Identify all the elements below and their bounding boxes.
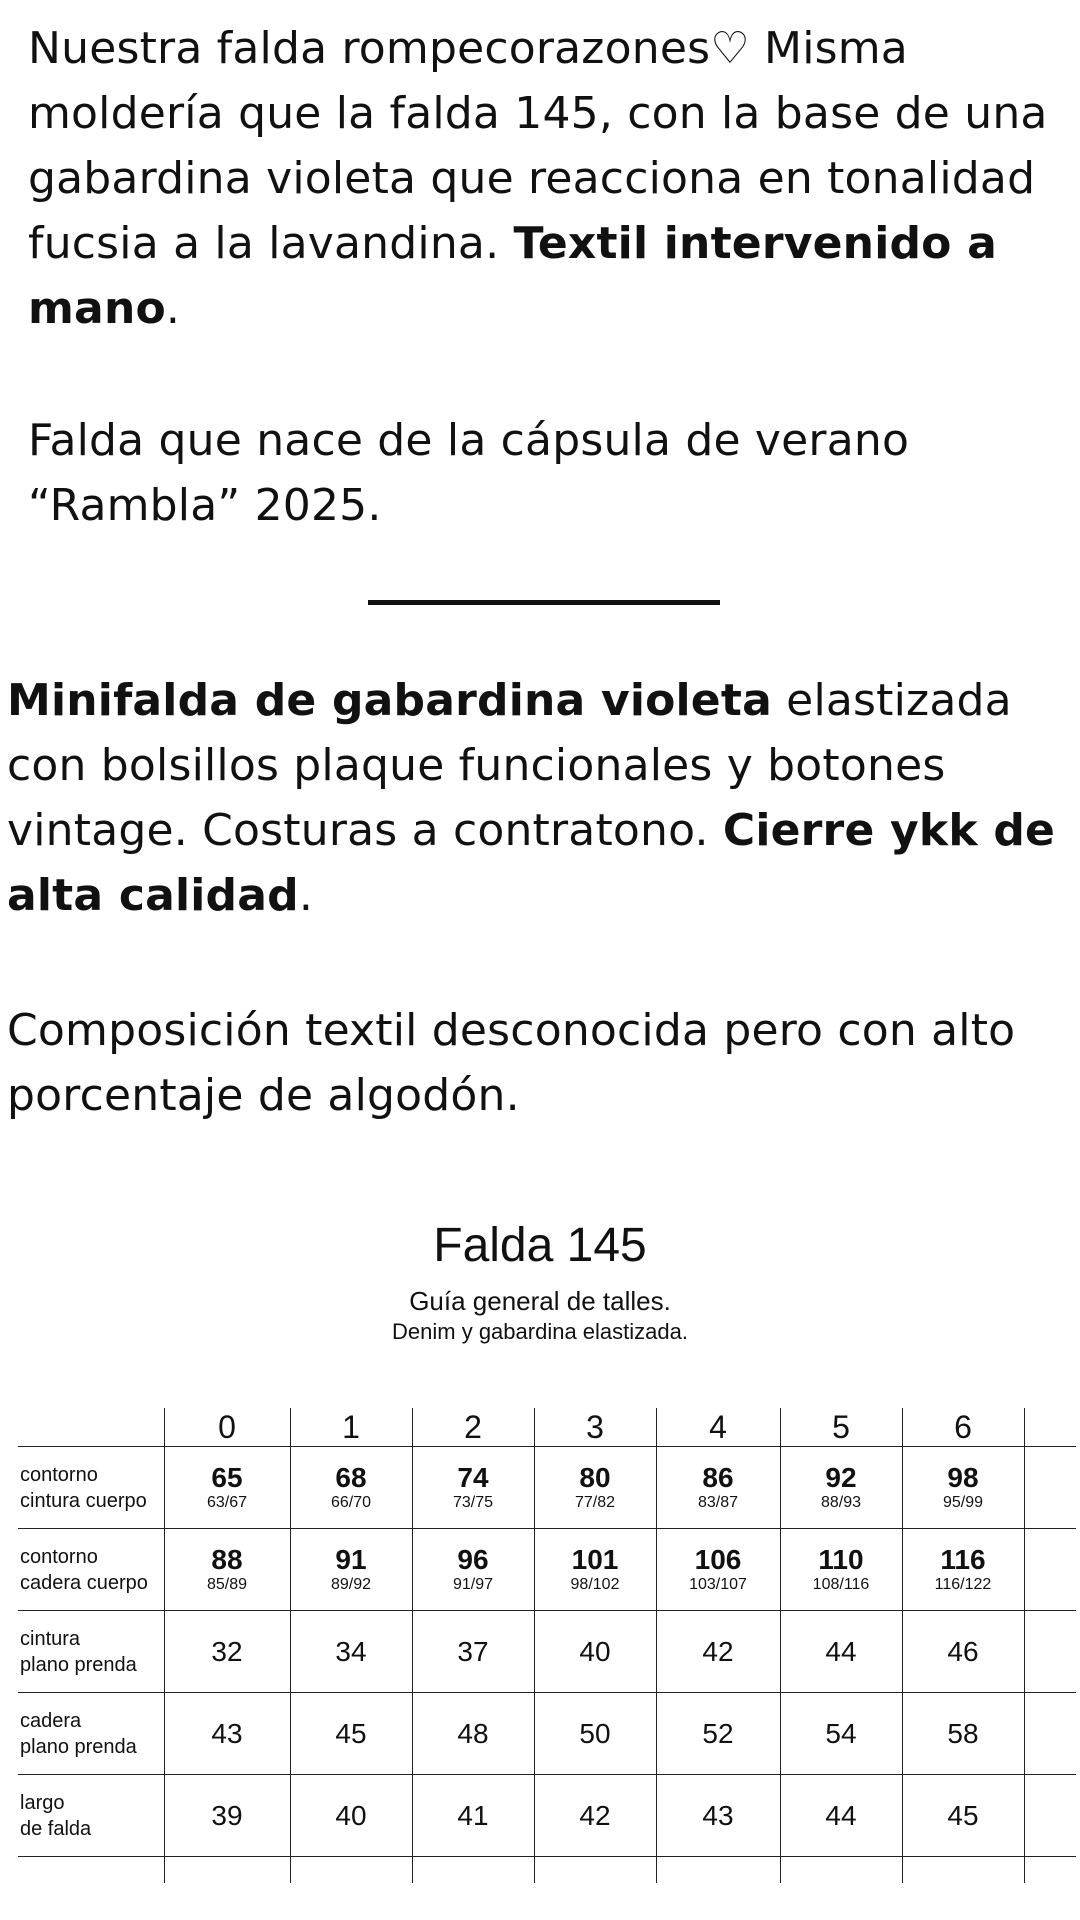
table-cell xyxy=(290,1775,412,1857)
cell-range: 98/102 xyxy=(570,1575,620,1593)
cell-range: 73/75 xyxy=(452,1493,494,1511)
bold-text: Minifalda de gabardina violeta xyxy=(7,675,772,726)
table-cell xyxy=(656,1529,780,1611)
row-label-line: plano prenda xyxy=(20,1735,137,1758)
cell-value: 34 xyxy=(335,1635,367,1667)
table-cell xyxy=(902,1693,1024,1775)
table-cell xyxy=(412,1611,534,1693)
cell-value: 52 xyxy=(702,1717,734,1749)
bold-text: Textil intervenido a mano xyxy=(28,218,998,334)
size-header-row xyxy=(18,1408,1076,1447)
table-cell xyxy=(902,1529,1024,1611)
empty-cell xyxy=(1024,1529,1076,1611)
table-cell xyxy=(412,1529,534,1611)
cell-value: 32 xyxy=(211,1635,243,1667)
cell-range: 103/107 xyxy=(689,1575,747,1593)
table-cell xyxy=(902,1775,1024,1857)
cell-value: 110 xyxy=(818,1543,864,1575)
empty-cell xyxy=(1024,1611,1076,1693)
empty-cell xyxy=(902,1857,1024,1884)
table-cell xyxy=(290,1611,412,1693)
size-guide-fabric-note: Denim y gabardina elastizada. xyxy=(392,1319,688,1344)
cell-value: 92 xyxy=(825,1461,857,1493)
product-details-paragraph xyxy=(7,668,1077,928)
cell-value: 40 xyxy=(579,1635,611,1667)
size-header: 0 xyxy=(164,1408,290,1447)
cell-range: 91/97 xyxy=(452,1575,494,1593)
size-guide-title: Falda 145 xyxy=(433,1219,647,1272)
table-cell xyxy=(656,1775,780,1857)
size-header: 6 xyxy=(902,1408,1024,1447)
empty-cell xyxy=(1024,1447,1076,1529)
table-row xyxy=(18,1693,1076,1775)
cell-value: 68 xyxy=(335,1461,367,1493)
cell-value: 106 xyxy=(694,1543,742,1575)
table-cell xyxy=(780,1447,902,1529)
empty-cell xyxy=(1024,1857,1076,1884)
text-run: . xyxy=(165,283,181,334)
row-label-line: de falda xyxy=(20,1817,92,1840)
table-cell xyxy=(412,1693,534,1775)
row-label-line: cintura cuerpo xyxy=(20,1489,147,1512)
cell-value: 96 xyxy=(457,1543,489,1575)
empty-cell xyxy=(1024,1408,1076,1447)
cell-value: 65 xyxy=(211,1461,243,1493)
table-cell xyxy=(534,1529,656,1611)
cell-value: 43 xyxy=(702,1799,734,1831)
table-row xyxy=(18,1447,1076,1529)
row-label-line: cintura xyxy=(20,1627,81,1650)
cell-range: 89/92 xyxy=(330,1575,372,1593)
cell-value: 98 xyxy=(947,1461,979,1493)
row-label-line: contorno xyxy=(20,1545,98,1568)
row-label-line: plano prenda xyxy=(20,1653,137,1676)
cell-value: 42 xyxy=(702,1635,734,1667)
table-cell xyxy=(290,1693,412,1775)
table-cell xyxy=(534,1611,656,1693)
cell-value: 45 xyxy=(335,1717,367,1749)
row-label xyxy=(18,1529,164,1611)
table-cell xyxy=(780,1529,902,1611)
cell-range: 95/99 xyxy=(942,1493,984,1511)
empty-cell xyxy=(534,1857,656,1884)
cell-value: 58 xyxy=(947,1717,979,1749)
text-run: Nuestra falda rompecorazones♡ Misma moldería que la falda 145, con la base de una gabardina violeta que reacciona en tonalidad fucsia a la lavandina. xyxy=(28,23,1048,269)
cell-value: 116 xyxy=(940,1543,986,1575)
table-cell xyxy=(902,1611,1024,1693)
table-cell xyxy=(290,1447,412,1529)
table-cell xyxy=(780,1775,902,1857)
row-label xyxy=(18,1611,164,1693)
cell-value: 80 xyxy=(579,1461,611,1493)
table-cell xyxy=(534,1775,656,1857)
table-cell xyxy=(902,1447,1024,1529)
cell-value: 46 xyxy=(947,1635,979,1667)
table-cell xyxy=(164,1447,290,1529)
cell-value: 88 xyxy=(211,1543,243,1575)
cell-range: 77/82 xyxy=(574,1493,616,1511)
table-corner xyxy=(18,1408,164,1447)
cell-value: 54 xyxy=(825,1717,857,1749)
row-label-line: largo xyxy=(20,1791,65,1814)
size-header: 3 xyxy=(534,1408,656,1447)
size-guide-subtitle: Guía general de talles. xyxy=(409,1286,671,1316)
cell-value: 40 xyxy=(335,1799,367,1831)
table-row xyxy=(18,1529,1076,1611)
cell-range: 63/67 xyxy=(206,1493,248,1511)
size-header: 1 xyxy=(290,1408,412,1447)
table-cell xyxy=(412,1775,534,1857)
table-cell xyxy=(534,1693,656,1775)
row-label-line: contorno xyxy=(20,1463,98,1486)
row-label-line: cadera xyxy=(20,1709,82,1732)
table-cell xyxy=(656,1447,780,1529)
text-run: . xyxy=(298,870,314,921)
cell-range: 116/122 xyxy=(934,1575,992,1593)
capsule-paragraph: Falda que nace de la cápsula de verano “Rambla” 2025. xyxy=(28,415,910,531)
table-cell xyxy=(412,1447,534,1529)
table-cell xyxy=(164,1693,290,1775)
cell-value: 48 xyxy=(457,1717,489,1749)
cell-value: 44 xyxy=(825,1635,857,1667)
cell-range: 66/70 xyxy=(330,1493,372,1511)
cell-value: 45 xyxy=(947,1799,979,1831)
table-cell xyxy=(656,1611,780,1693)
cell-value: 101 xyxy=(571,1543,619,1575)
table-tail-row xyxy=(18,1857,1076,1884)
empty-cell xyxy=(656,1857,780,1884)
size-header: 2 xyxy=(412,1408,534,1447)
table-cell xyxy=(290,1529,412,1611)
cell-value: 37 xyxy=(457,1635,489,1667)
intro-paragraph xyxy=(28,16,1068,341)
table-cell xyxy=(780,1693,902,1775)
cell-value: 50 xyxy=(579,1717,611,1749)
size-header: 4 xyxy=(656,1408,780,1447)
table-cell xyxy=(164,1529,290,1611)
empty-cell xyxy=(18,1857,164,1884)
table-row xyxy=(18,1611,1076,1693)
row-label xyxy=(18,1775,164,1857)
empty-cell xyxy=(164,1857,290,1884)
section-divider xyxy=(368,600,720,605)
bold-text: Cierre ykk de alta calidad xyxy=(7,805,1056,921)
table-cell xyxy=(534,1447,656,1529)
empty-cell xyxy=(412,1857,534,1884)
empty-cell xyxy=(1024,1693,1076,1775)
empty-cell xyxy=(1024,1775,1076,1857)
text-run: elastizada con bolsillos plaque funcionales y botones vintage. Costuras a contratono. xyxy=(7,675,1012,856)
cell-range: 83/87 xyxy=(697,1493,739,1511)
table-cell xyxy=(656,1693,780,1775)
cell-range: 108/116 xyxy=(812,1575,870,1593)
empty-cell xyxy=(290,1857,412,1884)
size-header: 5 xyxy=(780,1408,902,1447)
size-table xyxy=(18,1408,1076,1883)
cell-value: 41 xyxy=(457,1799,489,1831)
row-label xyxy=(18,1447,164,1529)
cell-value: 44 xyxy=(825,1799,857,1831)
cell-range: 88/93 xyxy=(820,1493,862,1511)
row-label-line: cadera cuerpo xyxy=(20,1571,148,1594)
cell-value: 91 xyxy=(335,1543,367,1575)
table-cell xyxy=(780,1611,902,1693)
cell-value: 43 xyxy=(211,1717,243,1749)
table-cell xyxy=(164,1775,290,1857)
empty-cell xyxy=(780,1857,902,1884)
cell-value: 42 xyxy=(579,1799,611,1831)
table-row xyxy=(18,1775,1076,1857)
cell-value: 74 xyxy=(457,1461,489,1493)
cell-value: 86 xyxy=(702,1461,734,1493)
row-label xyxy=(18,1693,164,1775)
composition-paragraph: Composición textil desconocida pero con alto porcentaje de algodón. xyxy=(7,1005,1016,1121)
cell-range: 85/89 xyxy=(206,1575,248,1593)
table-cell xyxy=(164,1611,290,1693)
cell-value: 39 xyxy=(211,1799,243,1831)
